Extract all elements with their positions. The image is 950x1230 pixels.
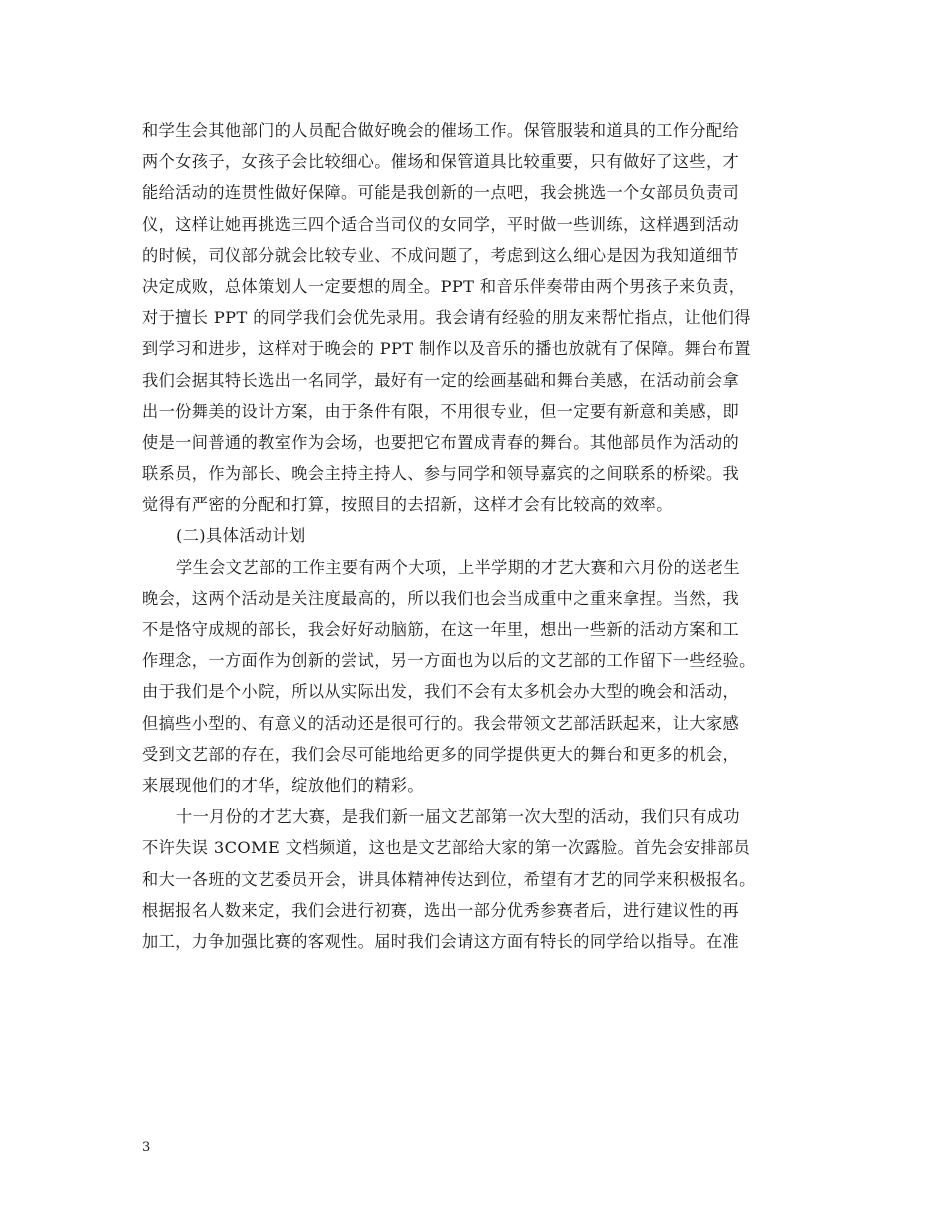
text-line: 由于我们是个小院，所以从实际出发，我们不会有太多机会办大型的晚会和活动， <box>142 682 740 702</box>
text-line: 学生会文艺部的工作主要有两个大项，上半学期的才艺大赛和六月份的送老生 <box>176 557 740 577</box>
text-line: 出一份舞美的设计方案，由于条件有限，不用很专业，但一定要有新意和美感，即 <box>142 401 740 421</box>
text-line: 能给活动的连贯性做好保障。可能是我创新的一点吧，我会挑选一个女部员负责司 <box>142 183 740 203</box>
text-line: 加工，力争加强比赛的客观性。届时我们会请这方面有特长的同学给以指导。在准 <box>142 931 740 951</box>
text-line: 的时候，司仪部分就会比较专业、不成问题了，考虑到这么细心是因为我知道细节 <box>142 245 740 265</box>
text-line: 我们会据其特长选出一名同学，最好有一定的绘画基础和舞台美感，在活动前会拿 <box>142 370 740 390</box>
text-line: 不许失误 3COME 文档频道，这也是文艺部给大家的第一次露脸。首先会安排部员 <box>142 838 751 858</box>
text-line: 和大一各班的文艺委员开会，讲具体精神传达到位，希望有才艺的同学来积极报名。 <box>142 869 756 889</box>
text-line: 作理念，一方面作为创新的尝试，另一方面也为以后的文艺部的工作留下一些经验。 <box>142 651 756 671</box>
text-line: 对于擅长 PPT 的同学我们会优先录用。我会请有经验的朋友来帮忙指点，让他们得 <box>142 308 751 328</box>
text-line: 到学习和进步，这样对于晚会的 PPT 制作以及音乐的播也放就有了保障。舞台布置 <box>142 339 751 359</box>
text-line: 联系员，作为部长、晚会主持主持人、参与同学和领导嘉宾的之间联系的桥梁。我 <box>142 464 740 484</box>
page-number: 3 <box>142 1140 151 1155</box>
text-line: 觉得有严密的分配和打算，按照目的去招新，这样才会有比较高的效率。 <box>142 495 673 515</box>
body-text <box>142 115 832 957</box>
text-line: 两个女孩子，女孩子会比较细心。催场和保管道具比较重要，只有做好了这些，才 <box>142 152 740 172</box>
text-line: (二)具体活动计划 <box>176 526 306 546</box>
text-line: 不是恪守成规的部长，我会好好动脑筋，在这一年里，想出一些新的活动方案和工 <box>142 620 740 639</box>
text-line: 和学生会其他部门的人员配合做好晚会的催场工作。保管服装和道具的工作分配给 <box>142 121 740 140</box>
text-line: 晚会，这两个活动是关注度最高的，所以我们也会当成重中之重来拿捏。当然，我 <box>142 588 740 608</box>
text-line: 十一月份的才艺大赛，是我们新一届文艺部第一次大型的活动，我们只有成功 <box>176 807 740 827</box>
text-line: 来展现他们的才华，绽放他们的精彩。 <box>142 775 424 795</box>
text-line: 根据报名人数来定，我们会进行初赛，选出一部分优秀参赛者后，进行建议性的再 <box>142 900 740 920</box>
text-line: 使是一间普通的教室作为会场，也要把它布置成青春的舞台。其他部员作为活动的 <box>142 432 740 452</box>
text-line: 受到文艺部的存在，我们会尽可能地给更多的同学提供更大的舞台和更多的机会， <box>142 744 740 764</box>
text-line: 但搞些小型的、有意义的活动还是很可行的。我会带领文艺部活跃起来，让大家感 <box>142 713 740 733</box>
text-line: 仪，这样让她再挑选三四个适合当司仪的女同学，平时做一些训练，这样遇到活动 <box>142 214 740 234</box>
text-line: 决定成败，总体策划人一定要想的周全。PPT 和音乐伴奏带由两个男孩子来负责， <box>142 276 746 296</box>
